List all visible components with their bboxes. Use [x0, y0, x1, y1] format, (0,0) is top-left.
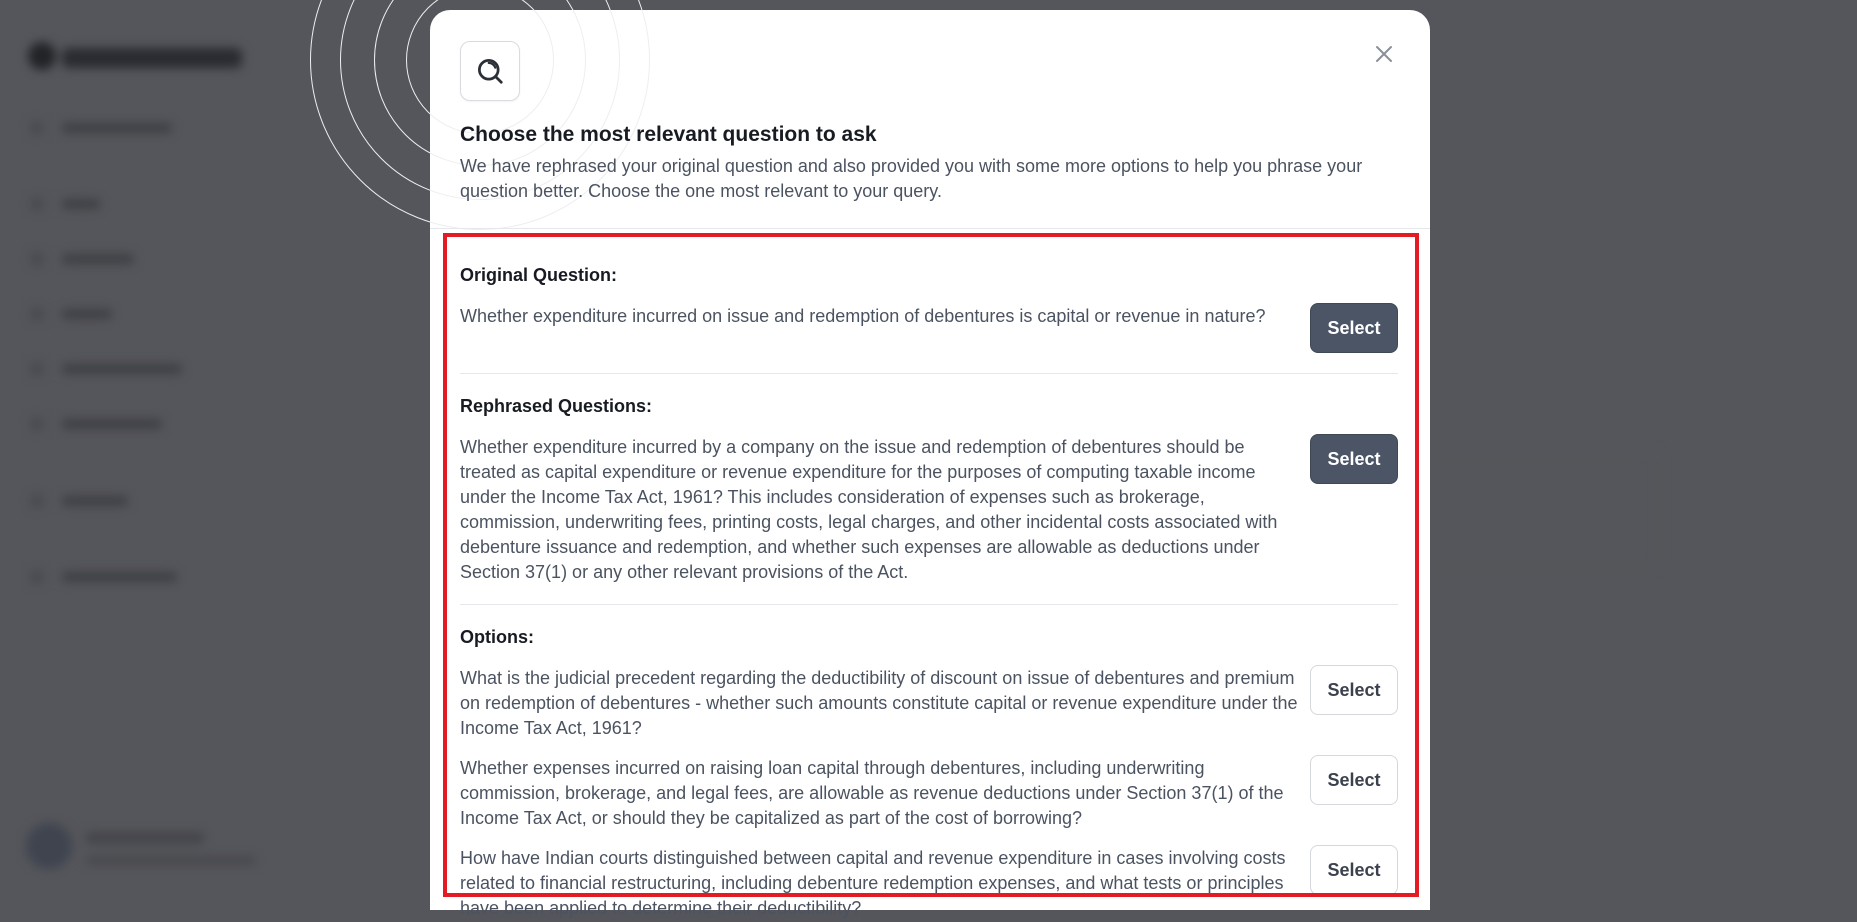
original-question-label: Original Question: — [460, 265, 618, 285]
section-divider — [460, 604, 1398, 605]
modal-title: Choose the most relevant question to ask — [460, 123, 877, 146]
select-option-button[interactable]: Select — [1310, 665, 1398, 715]
option-text: What is the judicial precedent regarding the deductibility of discount on issue of debentures and premium on redemption of debentures - whether such amounts constitute capital or revenue expenditure under the Income Tax Act, 1961? — [460, 668, 1298, 738]
select-rephrased-button[interactable]: Select — [1310, 434, 1398, 484]
option-text: Whether expenses incurred on raising loan capital through debentures, including underwriting commission, brokerage, and legal fees, are allowable as revenue deductions under Section 37(1) of the Income Tax Act, or should they be capitalized as part of the cost of borrowing? — [460, 758, 1284, 828]
option-text: How have Indian courts distinguished between capital and revenue expenditure in cases involving costs related to financial restructuring, including debenture redemption expenses, and what tests or principles have been applied to determine their deductibility? — [460, 848, 1286, 918]
search-icon-badge — [460, 41, 520, 101]
close-icon — [1374, 44, 1394, 64]
user-name-placeholder — [86, 832, 204, 844]
user-email-placeholder — [86, 856, 256, 865]
select-option-button[interactable]: Select — [1310, 755, 1398, 805]
rephrased-question-text: Whether expenditure incurred by a company on the issue and redemption of debentures should be treated as capital expenditure or revenue expenditure for the purposes of computing taxable income under the Income Tax Act, 1961? This includes consideration of expenses such as brokerage, commission, underwriting fees, printing costs, legal charges, and other incidental costs associated with debenture issuance and redemption, and whether such expenses are allowable as deductions under Section 37(1) or any other relevant provisions of the Act. — [460, 437, 1278, 582]
question-list — [430, 232, 1430, 922]
header-divider — [430, 228, 1430, 229]
section-divider — [460, 373, 1398, 374]
rephrased-questions-label: Rephrased Questions: — [460, 396, 653, 416]
close-button[interactable] — [1370, 40, 1398, 68]
sidebar — [0, 0, 320, 901]
options-label: Options: — [460, 627, 534, 647]
select-option-button[interactable]: Select — [1310, 845, 1398, 895]
modal-description: We have rephrased your original question and also provided you with some more options to help you phrase your question better. Choose the one most relevant to your query. — [460, 156, 1363, 201]
avatar — [26, 823, 72, 869]
app-logo — [28, 40, 248, 72]
original-question-text: Whether expenditure incurred on issue and redemption of debentures is capital or revenue in nature? — [460, 306, 1266, 326]
search-icon — [475, 56, 505, 86]
select-original-button[interactable]: Select — [1310, 303, 1398, 353]
question-selection-modal — [430, 10, 1430, 918]
